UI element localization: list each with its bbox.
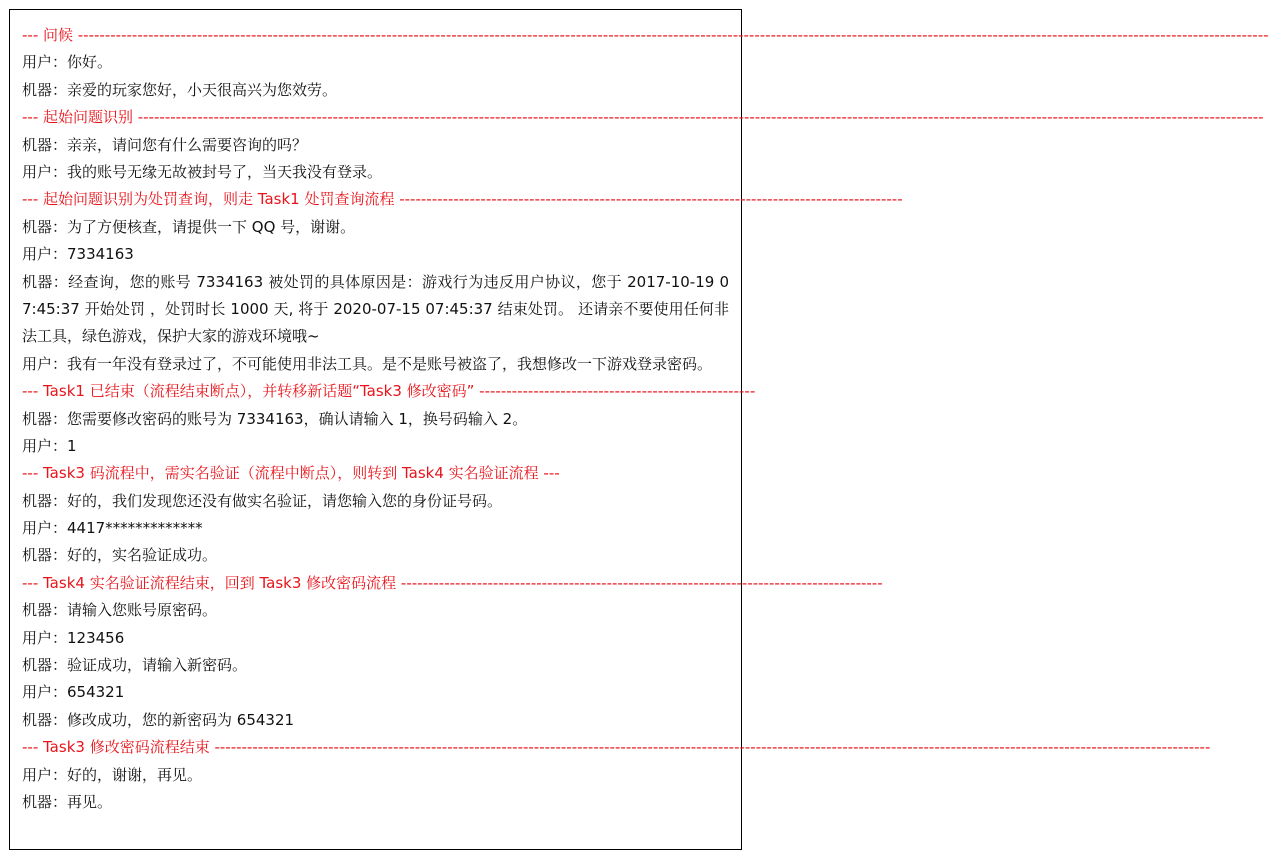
section-heading: --- Task4 实名验证流程结束，回到 Task3 修改密码流程 ----------------------------------------------------------------------------------------- — [22, 573, 883, 592]
section-heading: --- Task3 修改密码流程结束 ---------------------------------------------------------------------------------------------------------------------------------------------------------------------------------------- — [22, 738, 1211, 757]
dialog-paragraph: 机器：经查询，您的账号 7334163 被处罚的具体原因是：游戏行为违反用户协议，您于 2017-10-19 07:45:37 开始处罚 ，处罚时长 1000 天, 将于 2020-07-15 07:45:37 结束处罚。 还请亲不要使用任何非法工具，绿色游戏，保护大家的游戏环境哦~ — [22, 272, 729, 346]
section-heading: --- 起始问题识别为处罚查询，则走 Task1 处罚查询流程 --------------------------------------------------------------------------------------------- — [22, 190, 903, 209]
dialog-line: 机器：修改成功，您的新密码为 654321 — [22, 710, 295, 729]
dialog-line: 用户：好的，谢谢，再见。 — [22, 765, 203, 784]
section-heading: --- Task1 已结束（流程结束断点），并转移新话题“Task3 修改密码” --------------------------------------------------- — [22, 382, 756, 401]
dialog-line: 用户：4417************* — [22, 519, 203, 538]
dialog-transcript — [9, 9, 1269, 850]
dialog-line: 用户：7334163 — [22, 245, 134, 264]
dialog-line: 机器：亲亲，请问您有什么需要咨询的吗？ — [22, 135, 308, 154]
section-heading: --- Task3 码流程中，需实名验证（流程中断点），则转到 Task4 实名验证流程 --- — [22, 464, 560, 483]
dialog-line: 用户：你好。 — [22, 53, 113, 72]
dialog-line: 机器：好的，我们发现您还没有做实名验证，请您输入您的身份证号码。 — [22, 491, 503, 510]
dialog-line: 机器：您需要修改密码的账号为 7334163，确认请输入 1，换号码输入 2。 — [22, 409, 528, 428]
dialog-line: 机器：亲爱的玩家您好，小天很高兴为您效劳。 — [22, 80, 338, 99]
dialog-line: 机器：为了方便核查，请提供一下 QQ 号，谢谢。 — [22, 217, 356, 236]
dialog-line: 用户：654321 — [22, 683, 125, 702]
dialog-line: 机器：再见。 — [22, 793, 113, 811]
dialog-line: 用户：1 — [22, 436, 77, 455]
section-heading: --- 起始问题识别 ---------------------------------------------------------------------------------------------------------------------------------------------------------------------------------------------------------------- — [22, 108, 1264, 127]
dialog-line: 用户：我的账号无缘无故被封号了，当天我没有登录。 — [22, 162, 383, 181]
dialog-paragraph: 用户：我有一年没有登录过了，不可能使用非法工具。是不是账号被盗了，我想修改一下游戏登录密码。 — [22, 354, 713, 373]
dialog-line: 机器：验证成功，请输入新密码。 — [22, 656, 248, 675]
dialog-line: 机器：好的，实名验证成功。 — [22, 546, 218, 565]
dialog-line: 机器：请输入您账号原密码。 — [22, 601, 218, 620]
section-heading: --- 问候 ---------------------------------------------------------------------------------------------------------------------------------------------------------------------------------------------------------------------------- — [22, 26, 1269, 44]
dialog-line: 用户：123456 — [22, 628, 125, 647]
